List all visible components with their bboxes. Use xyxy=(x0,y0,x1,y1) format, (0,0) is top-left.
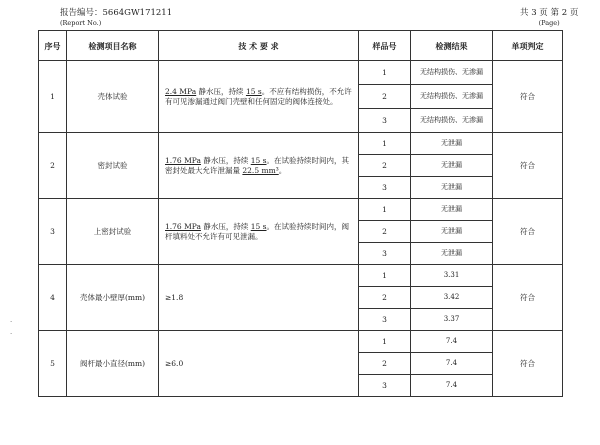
cell-sample: 3 xyxy=(359,375,411,397)
report-number-label: 报告编号： xyxy=(60,8,103,18)
margin-mark: · xyxy=(10,330,13,338)
cell-requirement: ≥6.0 xyxy=(159,331,359,397)
cell-verdict: 符合 xyxy=(493,61,563,133)
req-text: 静水压，持续 xyxy=(200,221,251,231)
page-text-en: (Page) xyxy=(538,19,560,27)
test-results-table xyxy=(38,30,563,397)
req-text: 。不应有结构损伤，不允许有可见渗漏通过阀门壳壁和任何固定的阀体连接处。 xyxy=(165,86,352,106)
cell-result: 无泄漏 xyxy=(411,155,493,177)
cell-result: 无泄漏 xyxy=(411,133,493,155)
cell-verdict: 符合 xyxy=(493,331,563,397)
cell-sample: 3 xyxy=(359,177,411,199)
cell-sample: 3 xyxy=(359,243,411,265)
table-row xyxy=(39,133,563,155)
cell-sample: 3 xyxy=(359,309,411,331)
req-duration: 15 s xyxy=(250,155,267,165)
cell-sample: 2 xyxy=(359,221,411,243)
cell-requirement xyxy=(159,199,359,265)
cell-seq: 1 xyxy=(39,61,67,133)
page-text: 共 3 页 第 2 页 xyxy=(520,8,579,18)
req-pressure: 1.76 MPa xyxy=(165,155,201,165)
cell-verdict: 符合 xyxy=(493,265,563,331)
req-text: 。在试验持续时间内，阀杆填料处不允许有可见泄漏。 xyxy=(165,221,350,241)
cell-seq: 2 xyxy=(39,133,67,199)
req-pressure: 2.4 MPa xyxy=(165,86,197,96)
cell-result: 7.4 xyxy=(411,331,493,353)
header-item: 检测项目名称 xyxy=(67,31,159,61)
header-sample: 样品号 xyxy=(359,31,411,61)
cell-result: 3.42 xyxy=(411,287,493,309)
cell-sample: 1 xyxy=(359,265,411,287)
table-row xyxy=(39,265,563,287)
req-duration: 15 s xyxy=(250,221,267,231)
cell-result: 7.4 xyxy=(411,353,493,375)
table-row xyxy=(39,199,563,221)
table-header-row xyxy=(39,31,563,61)
cell-seq: 3 xyxy=(39,199,67,265)
margin-mark: · xyxy=(10,318,13,326)
cell-verdict: 符合 xyxy=(493,199,563,265)
cell-result: 无泄漏 xyxy=(411,199,493,221)
req-text: 静水压，持续 xyxy=(200,155,251,165)
report-number-en: (Report No.) xyxy=(60,19,102,27)
cell-result: 3.37 xyxy=(411,309,493,331)
cell-seq: 4 xyxy=(39,265,67,331)
cell-result: 无泄漏 xyxy=(411,243,493,265)
cell-requirement xyxy=(159,133,359,199)
report-number-value: 5664GW171211 xyxy=(102,8,173,18)
cell-seq: 5 xyxy=(39,331,67,397)
req-text: 。在试验持续时间内，其密封处最大允许泄漏量 xyxy=(165,155,350,175)
cell-result: 无泄漏 xyxy=(411,177,493,199)
req-text: 静水压，持续 xyxy=(196,86,246,96)
cell-result: 无结构损伤、无渗漏 xyxy=(411,109,493,133)
cell-verdict: 符合 xyxy=(493,133,563,199)
table-row xyxy=(39,331,563,353)
report-number xyxy=(60,8,172,28)
header-result: 检测结果 xyxy=(411,31,493,61)
req-leak-volume: 22.5 mm³ xyxy=(242,165,279,175)
cell-item: 壳体试验 xyxy=(67,61,159,133)
req-text: 。 xyxy=(278,165,287,175)
cell-sample: 2 xyxy=(359,85,411,109)
header-seq: 序号 xyxy=(39,31,67,61)
cell-item: 壳体最小壁厚(mm) xyxy=(67,265,159,331)
cell-result: 无泄漏 xyxy=(411,221,493,243)
cell-result: 无结构损伤、无渗漏 xyxy=(411,85,493,109)
cell-item: 上密封试验 xyxy=(67,199,159,265)
cell-requirement: ≥1.8 xyxy=(159,265,359,331)
cell-sample: 1 xyxy=(359,331,411,353)
page-indicator xyxy=(520,8,578,28)
req-duration: 15 s xyxy=(245,86,262,96)
cell-sample: 3 xyxy=(359,109,411,133)
cell-item: 密封试验 xyxy=(67,133,159,199)
cell-result: 7.4 xyxy=(411,375,493,397)
cell-sample: 2 xyxy=(359,353,411,375)
header-requirement: 技 术 要 求 xyxy=(159,31,359,61)
cell-sample: 2 xyxy=(359,155,411,177)
cell-item: 阀杆最小直径(mm) xyxy=(67,331,159,397)
cell-result: 无结构损伤、无渗漏 xyxy=(411,61,493,85)
header-verdict: 单项判定 xyxy=(493,31,563,61)
table-row xyxy=(39,61,563,85)
cell-sample: 1 xyxy=(359,133,411,155)
cell-requirement xyxy=(159,61,359,133)
cell-sample: 1 xyxy=(359,199,411,221)
cell-result: 3.31 xyxy=(411,265,493,287)
req-pressure: 1.76 MPa xyxy=(165,221,201,231)
cell-sample: 2 xyxy=(359,287,411,309)
cell-sample: 1 xyxy=(359,61,411,85)
